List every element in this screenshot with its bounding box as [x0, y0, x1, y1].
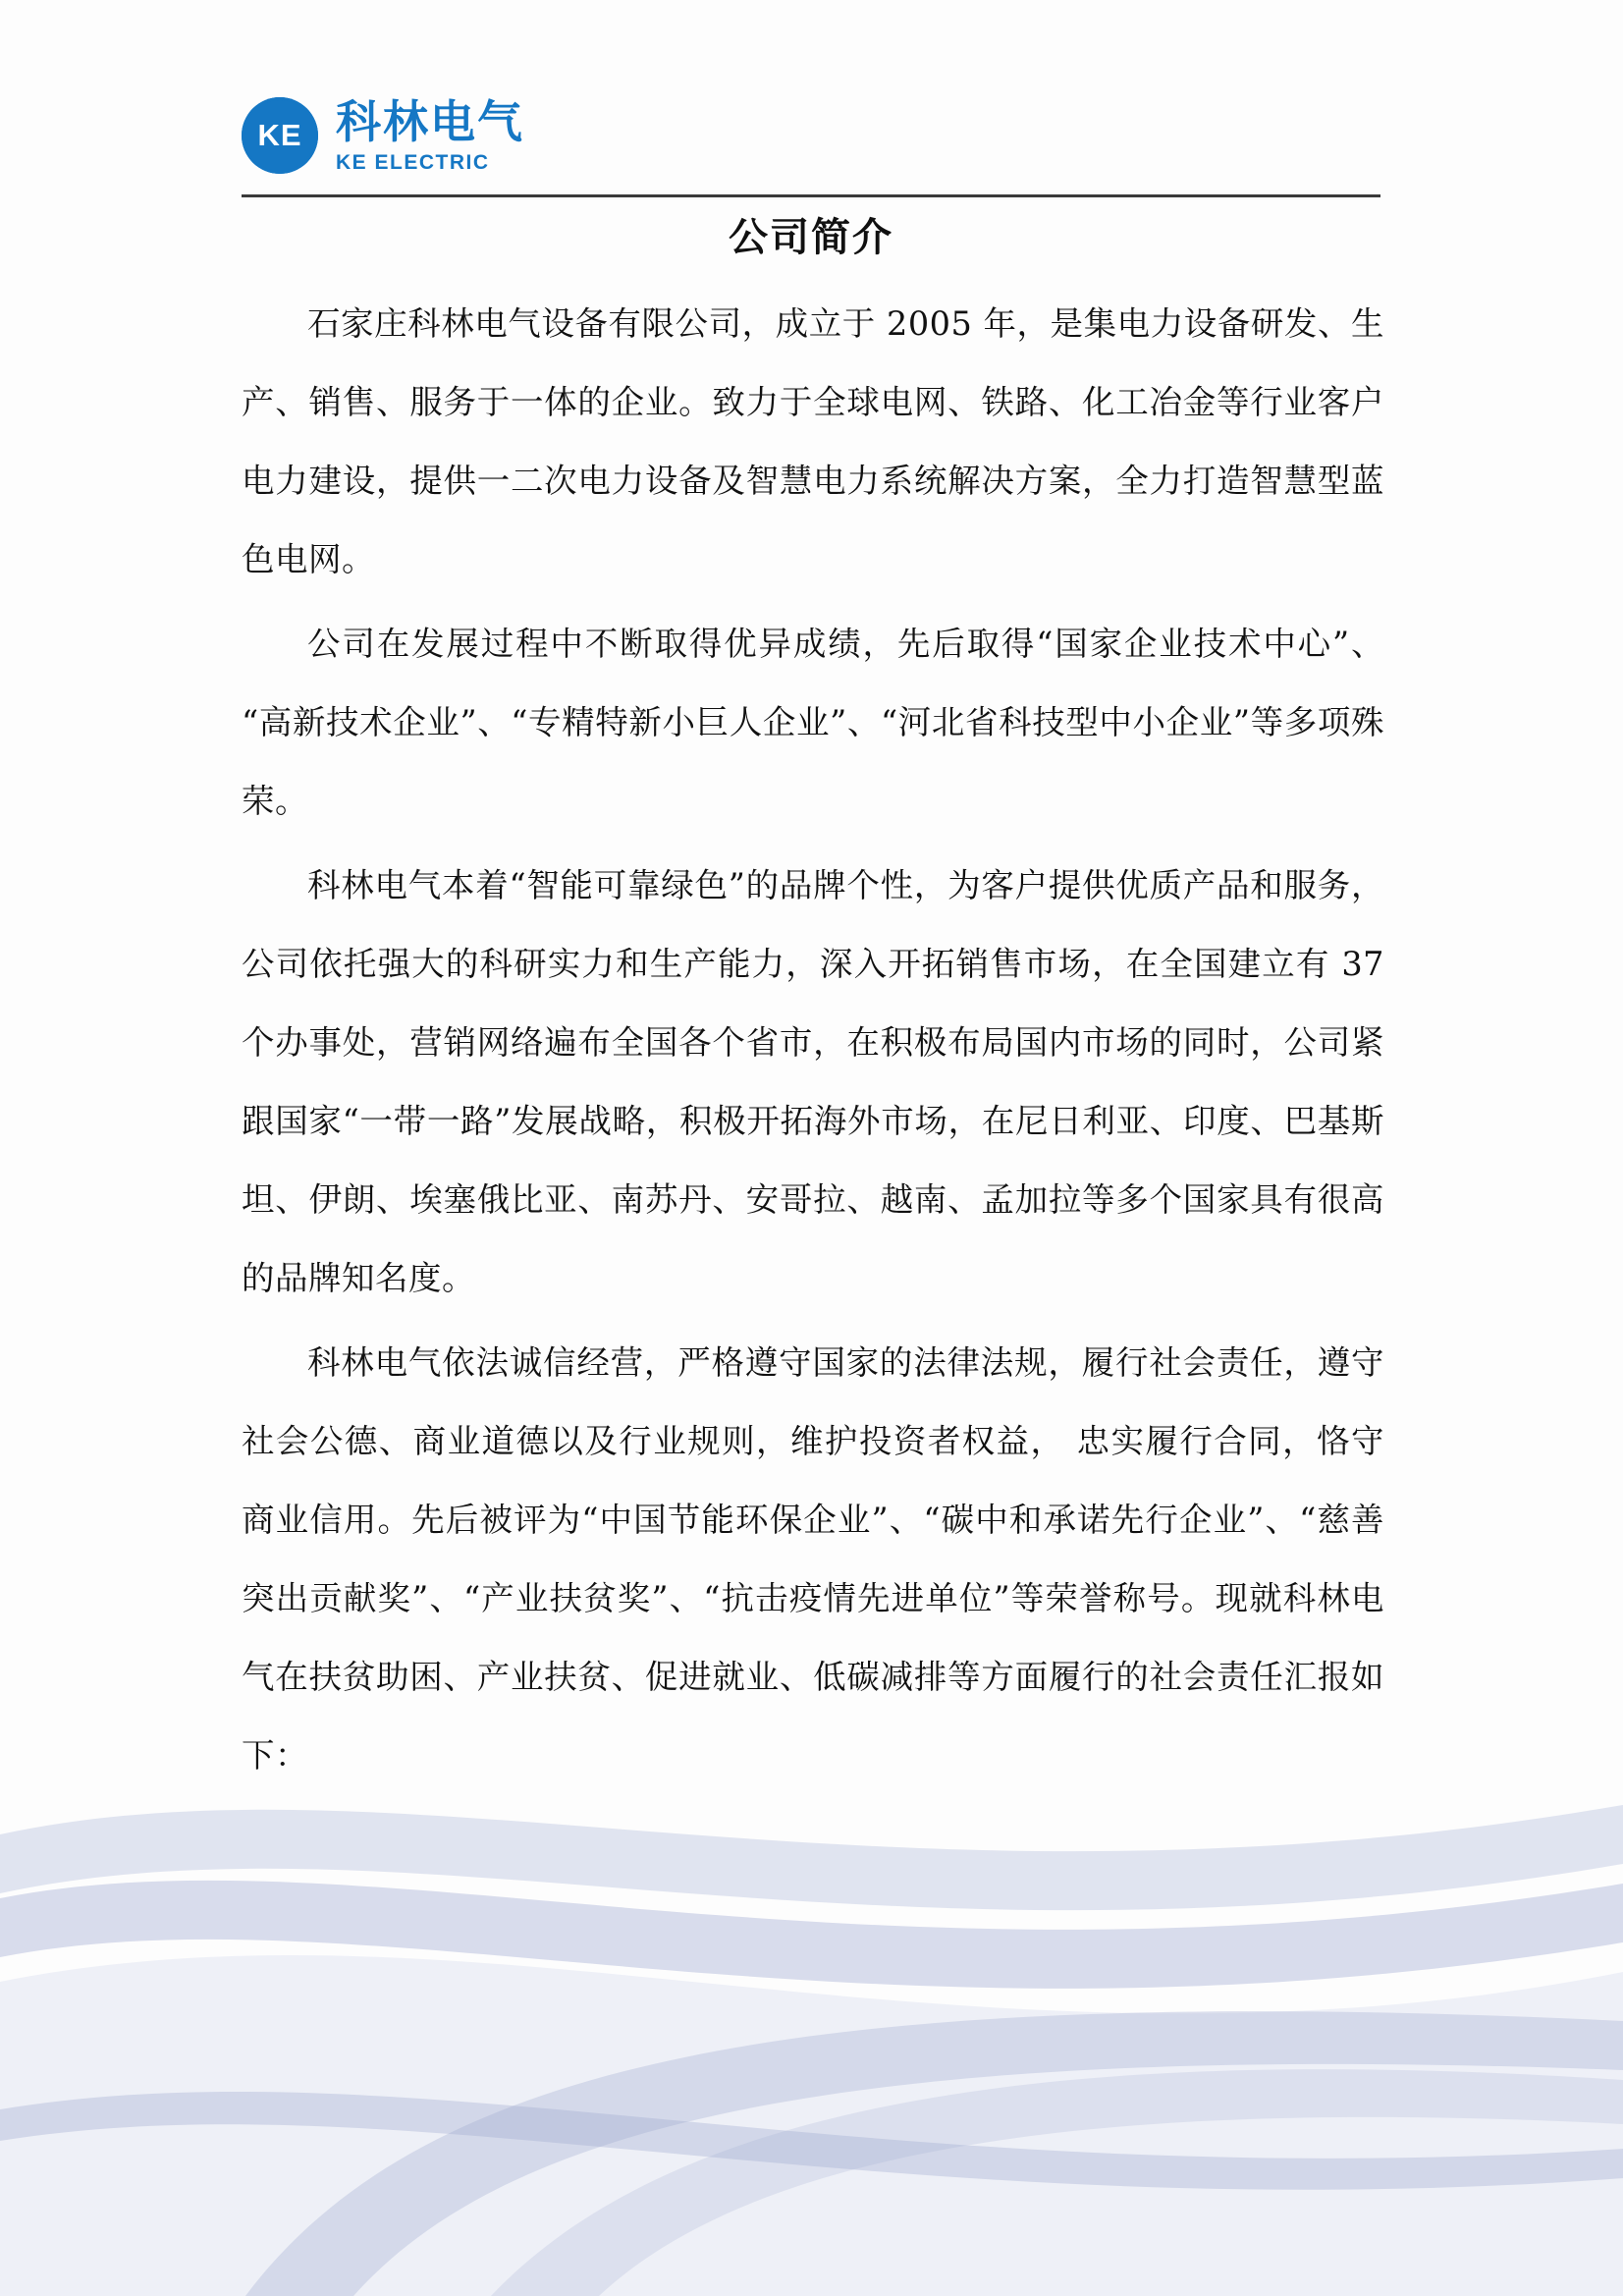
letterhead-divider — [242, 194, 1380, 197]
ke-logo-icon — [242, 97, 318, 174]
paragraph: 科林电气依法诚信经营，严格遵守国家的法律法规，履行社会责任，遵守社会公德、商业道德以及行业规则，维护投资者权益， 忠实履行合同，恪守商业信用。先后被评为“中国节能环保企业”、“碳中和承诺先行企业”、“慈善突出贡献奖”、“产业扶贫奖”、“抗击疫情先进单位”等荣誉称号。现就科林电气在扶贫助困、产业扶贫、促进就业、低碳减排等方面履行的社会责任汇报如下： — [242, 1343, 1384, 1775]
logo-text-block — [336, 95, 524, 174]
page-title: 公司简介 — [729, 215, 893, 260]
logo-company-name-cn: 科林电气 — [336, 95, 524, 147]
paragraph: 科林电气本着“智能可靠绿色”的品牌个性，为客户提供优质产品和服务，公司依托强大的科研实力和生产能力，深入开拓销售市场，在全国建立有 37 个办事处，营销网络遍布全国各个省市，在积极布局国内市场的同时，公司紧跟国家“一带一路”发展战略，积极开拓海外市场，在尼日利亚、印度、巴基斯坦、伊朗、埃塞俄比亚、南苏丹、安哥拉、越南、孟加拉等多个国家具有很高的品牌知名度。 — [242, 866, 1384, 1297]
letterhead — [242, 84, 1380, 200]
paragraph: 公司在发展过程中不断取得优异成绩，先后取得“国家企业技术中心”、“高新技术企业”、“专精特新小巨人企业”、“河北省科技型中小企业”等多项殊荣。 — [242, 625, 1384, 820]
paragraph: 石家庄科林电气设备有限公司，成立于 2005 年，是集电力设备研发、生产、销售、服务于一体的企业。致力于全球电网、铁路、化工冶金等行业客户电力建设，提供一二次电力设备及智慧电力系统解决方案，全力打造智慧型蓝色电网。 — [242, 304, 1384, 578]
logo-company-name-en: KE ELECTRIC — [336, 150, 490, 174]
company-logo — [242, 84, 1380, 187]
logo-monogram: KE — [257, 118, 302, 152]
document-body — [242, 285, 1384, 1801]
